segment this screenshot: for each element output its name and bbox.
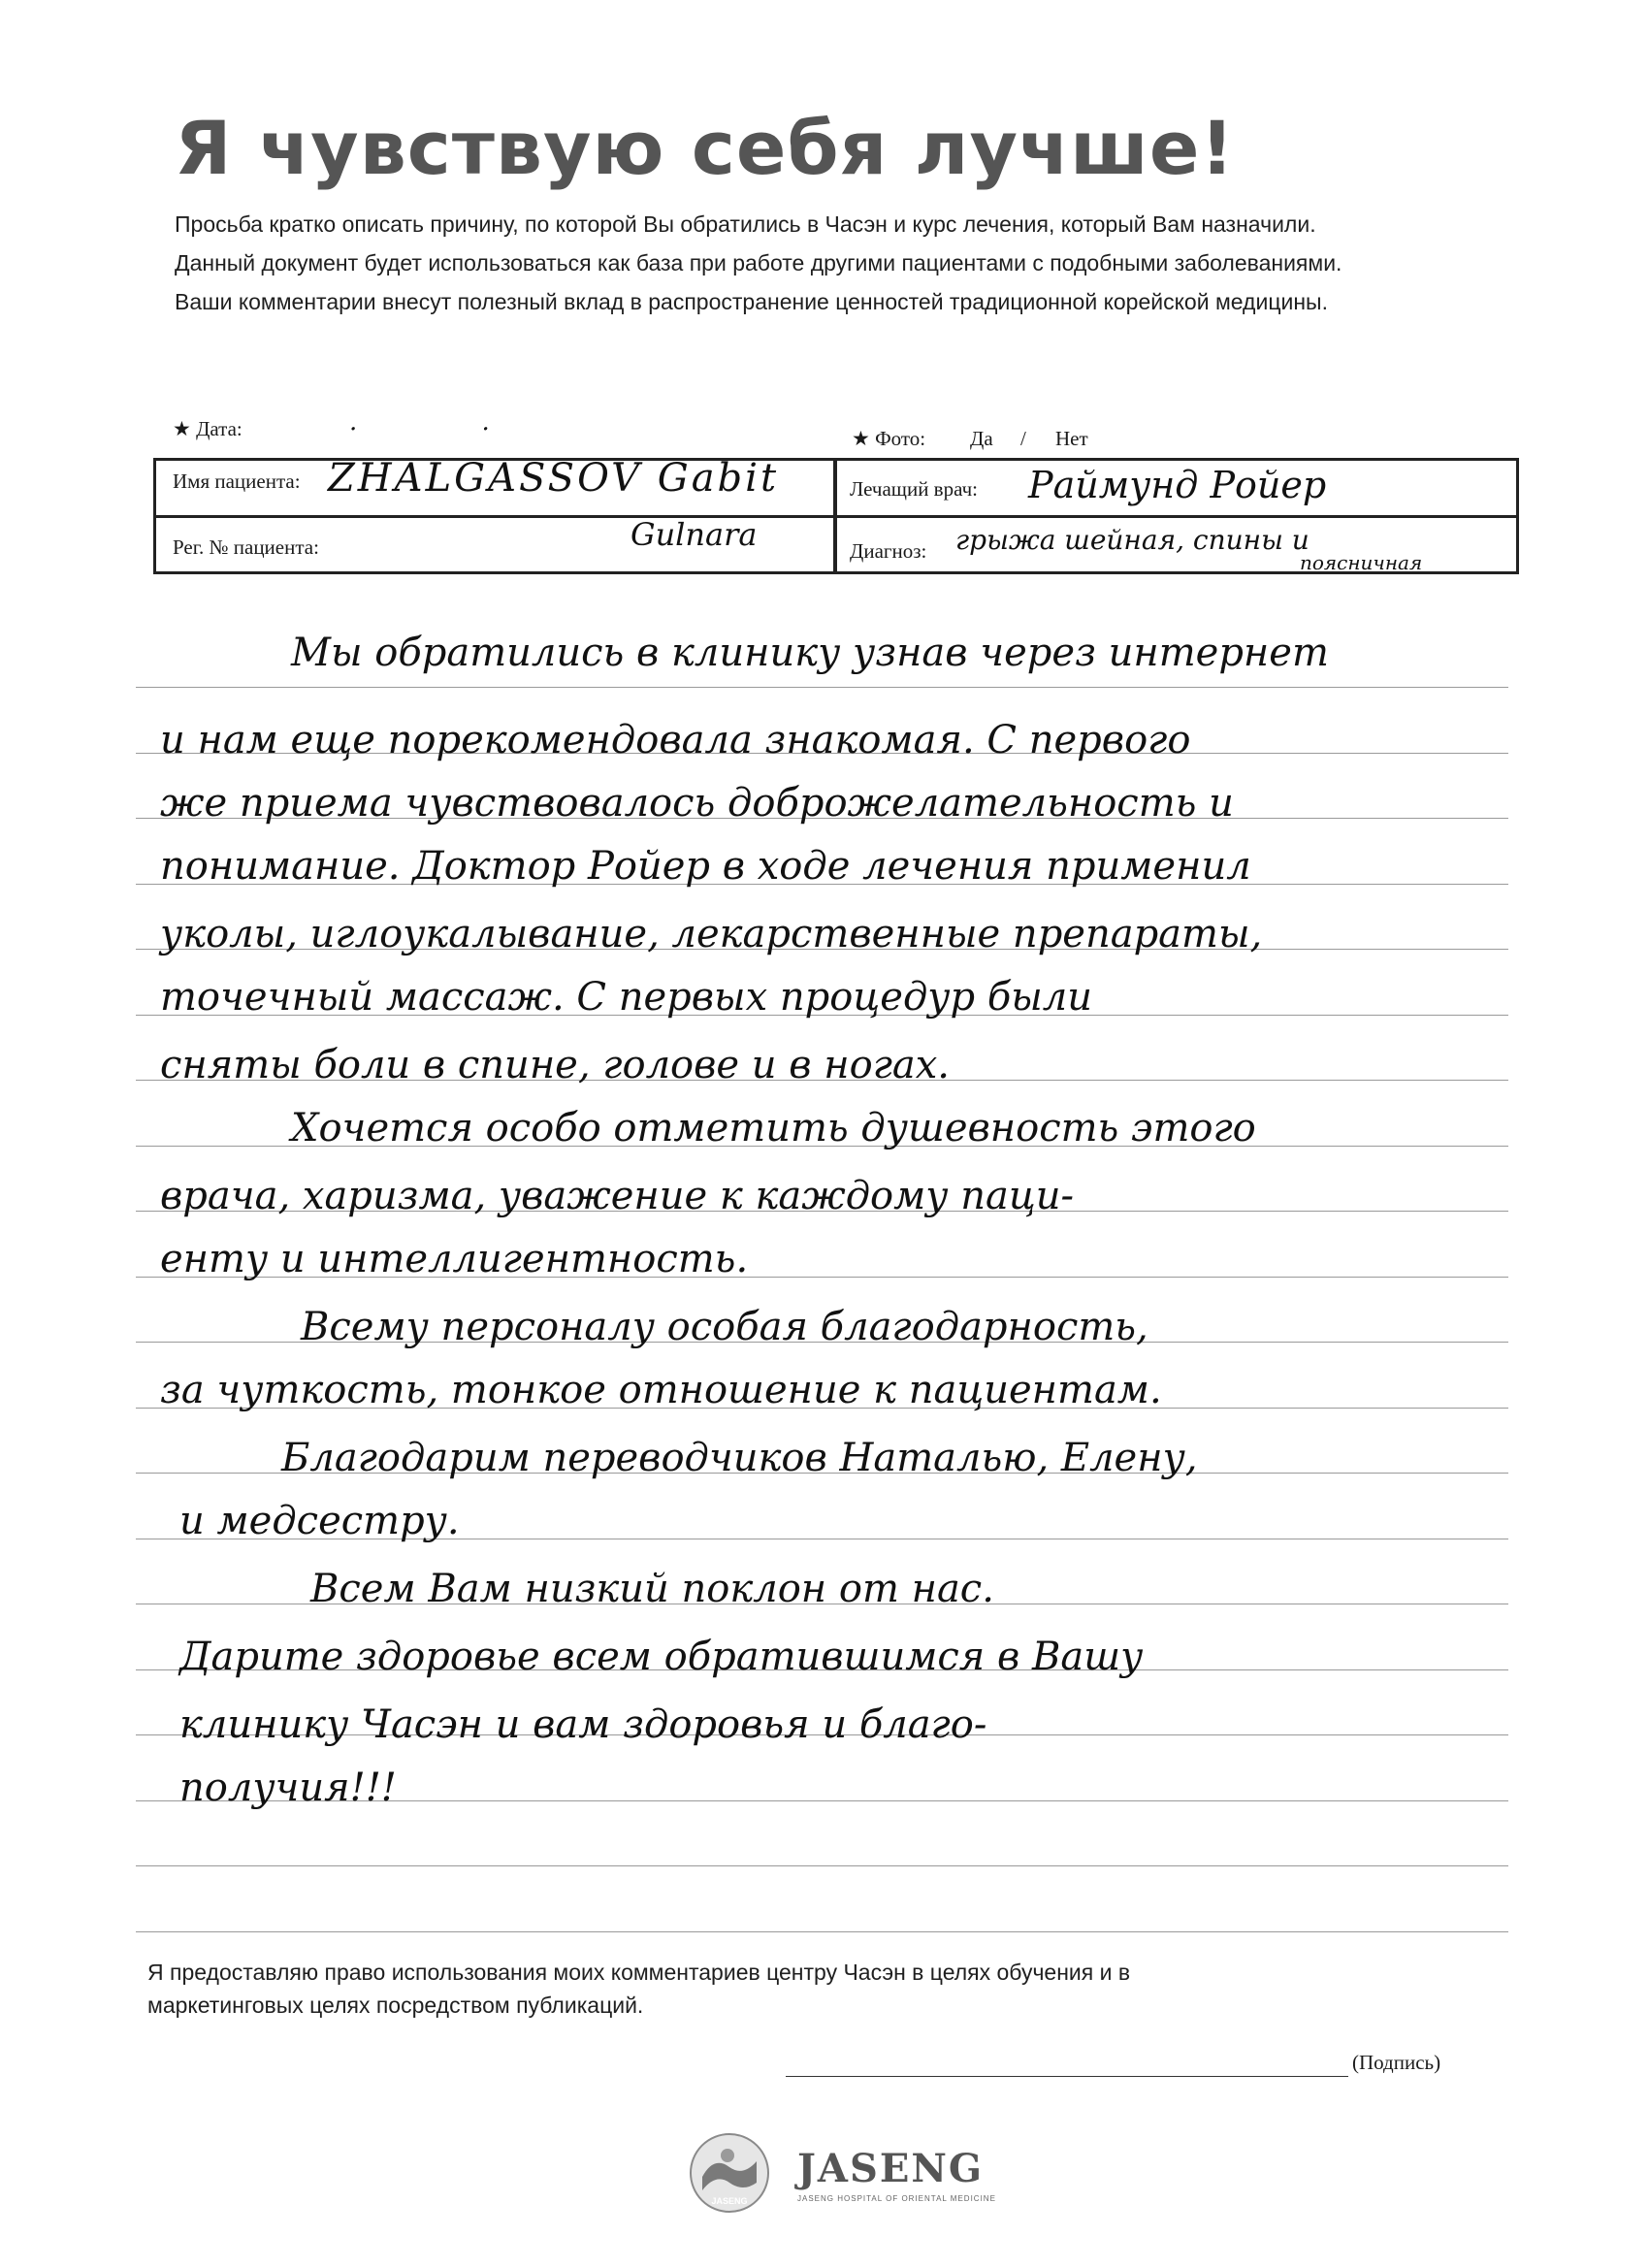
- consent-text-line-2: маркетинговых целях посредством публикаций.: [147, 1993, 644, 2018]
- testimonial-line-13: Благодарим переводчиков Наталью, Елену,: [281, 1436, 1198, 1480]
- testimonial-line-15: Всем Вам низкий поклон от нас.: [310, 1567, 994, 1611]
- diagnosis-value-line-1: грыжа шейная, спины и: [955, 524, 1310, 556]
- testimonial-line-14: и медсестру.: [179, 1499, 460, 1543]
- intro-line-2: Данный документ будет использоваться как база при работе другими пациентами с подобными заболеваниями.: [175, 250, 1342, 275]
- emblem-text: JASENG: [711, 2196, 748, 2206]
- ruled-line: [136, 687, 1508, 688]
- patient-name-label: Имя пациента:: [173, 470, 301, 493]
- table-row-divider: [153, 515, 1519, 518]
- diagnosis-label: Диагноз:: [850, 539, 927, 563]
- signature-label: (Подпись): [1352, 2051, 1441, 2074]
- testimonial-line-8: Хочется особо отметить душевность этого: [291, 1106, 1256, 1150]
- testimonial-line-17: клинику Часэн и вам здоровья и благо-: [179, 1702, 987, 1747]
- testimonial-line-18: получия!!!: [179, 1766, 397, 1810]
- date-label: ★ Дата:: [173, 417, 242, 440]
- photo-label: ★ Фото:: [852, 427, 926, 450]
- testimonial-line-4: понимание. Доктор Ройер в ходе лечения применил: [160, 844, 1251, 889]
- page-title: Я чувствую себя лучше!: [175, 105, 1236, 191]
- photo-yes-option: Да: [970, 427, 993, 450]
- date-value: . .: [349, 407, 548, 437]
- photo-separator: /: [1020, 427, 1026, 450]
- photo-no-option: Нет: [1055, 427, 1088, 450]
- intro-line-3: Ваши комментарии внесут полезный вклад в распространение ценностей традиционной корейской медицины.: [175, 289, 1328, 314]
- logo-name: JASENG: [797, 2146, 985, 2191]
- intro-line-1: Просьба кратко описать причину, по которой Вы обратились в Часэн и курс лечения, который Вам назначили.: [175, 211, 1316, 237]
- consent-text-line-1: Я предоставляю право использования моих комментариев центру Часэн в целях обучения и в: [147, 1960, 1131, 1985]
- testimonial-line-5: уколы, иглоукалывание, лекарственные препараты,: [160, 912, 1263, 956]
- testimonial-line-3: же приема чувствовалось доброжелательность и: [160, 781, 1234, 826]
- testimonial-line-16: Дарите здоровье всем обратившимся в Вашу: [179, 1635, 1144, 1679]
- patient-name-value: ZHALGASSOV Gabit: [328, 456, 780, 501]
- registration-number-label: Рег. № пациента:: [173, 535, 319, 559]
- testimonial-line-2: и нам еще порекомендовала знакомая. С первого: [160, 718, 1191, 762]
- testimonial-line-10: енту и интеллигентность.: [160, 1237, 749, 1281]
- testimonial-line-12: за чуткость, тонкое отношение к пациентам.: [160, 1368, 1162, 1412]
- ruled-line: [136, 1865, 1508, 1866]
- registration-number-value: Gulnara: [630, 516, 758, 553]
- doctor-value: Раймунд Ройер: [1028, 464, 1327, 506]
- doctor-label: Лечащий врач:: [850, 477, 978, 501]
- testimonial-line-11: Всему персоналу особая благодарность,: [301, 1305, 1148, 1349]
- testimonial-line-6: точечный массаж. С первых процедур были: [160, 975, 1093, 1020]
- diagnosis-value-line-2: поясничная: [1300, 551, 1423, 574]
- jaseng-emblem-icon: [689, 2132, 770, 2214]
- testimonial-line-9: врача, харизма, уважение к каждому паци-: [160, 1174, 1075, 1218]
- testimonial-line-7: сняты боли в спине, голове и в ногах.: [160, 1043, 951, 1087]
- testimonial-line-1: Мы обратились в клинику узнав через интернет: [291, 631, 1329, 675]
- logo-subtitle: JASENG HOSPITAL OF ORIENTAL MEDICINE: [797, 2194, 996, 2203]
- signature-line: [786, 2076, 1348, 2077]
- ruled-line: [136, 1931, 1508, 1932]
